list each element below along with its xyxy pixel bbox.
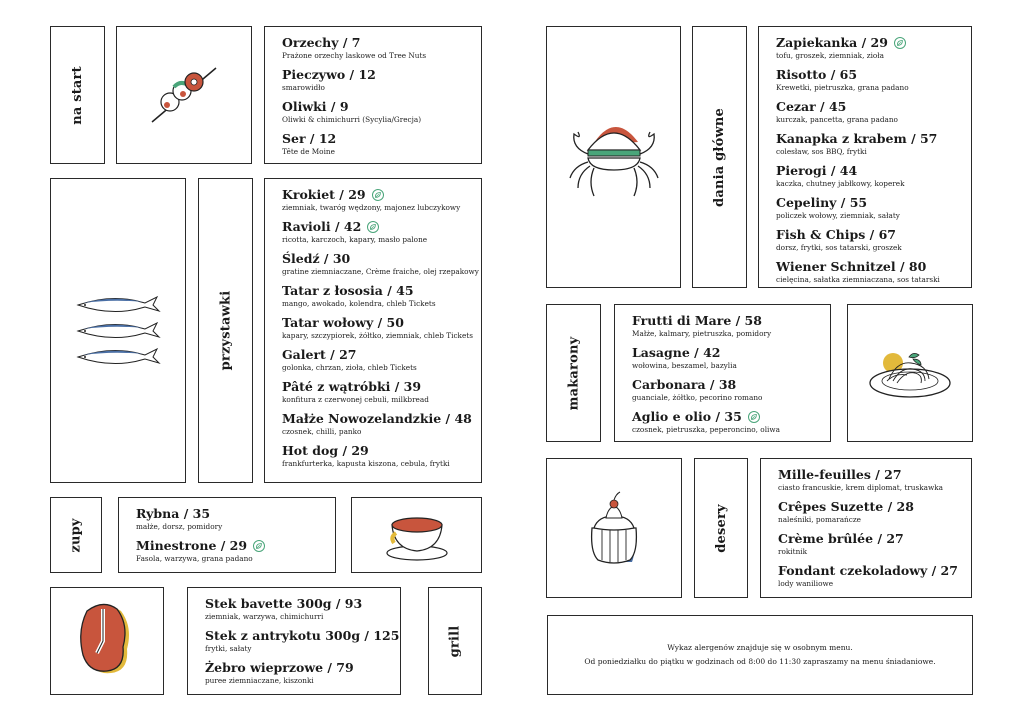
dish-description: lody waniliowe	[778, 579, 834, 588]
dish-name	[282, 443, 471, 459]
section-title: przystawki	[218, 290, 234, 371]
dish-name	[205, 660, 390, 676]
menu-item	[632, 409, 820, 435]
leaf-icon	[253, 540, 265, 552]
dish-name	[282, 379, 471, 395]
menu-item	[776, 67, 961, 93]
dish-description: puree ziemniaczane, kiszonki	[205, 676, 314, 685]
dish-name	[776, 99, 961, 115]
menu-item	[776, 227, 961, 253]
dish-name	[632, 313, 820, 329]
dish-name	[136, 538, 325, 554]
dania-glowne-menu	[758, 26, 972, 288]
dish-description: ziemniak, warzywa, chimichurri	[205, 612, 324, 621]
dish-name-text: Cepeliny / 55	[776, 195, 868, 210]
section-label-dania-glowne	[692, 26, 747, 288]
menu-item	[282, 35, 471, 61]
dish-name	[776, 67, 961, 83]
dish-name	[136, 506, 325, 522]
menu-item	[205, 660, 390, 686]
menu-item	[778, 467, 961, 493]
dish-description: mango, awokado, kolendra, chleb Tickets	[282, 299, 436, 308]
dish-name	[282, 187, 471, 203]
olive-skewer-icon	[144, 60, 224, 130]
menu-item	[282, 411, 471, 437]
na-start-menu	[264, 26, 482, 164]
steak-illustration	[50, 587, 164, 695]
dish-description: policzek wołowy, ziemniak, sałaty	[776, 211, 900, 220]
menu-item	[205, 596, 390, 622]
dish-name-text: Ser / 12	[282, 131, 337, 146]
dish-description: czosnek, pietruszka, peperoncino, oliwa	[632, 425, 780, 434]
dish-description: konfitura z czerwonej cebuli, milkbread	[282, 395, 429, 404]
olives-illustration	[116, 26, 252, 164]
dish-description: małże, dorsz, pomidory	[136, 522, 223, 531]
menu-item	[282, 67, 471, 93]
dish-name	[778, 563, 961, 579]
dish-name	[282, 347, 471, 363]
dish-name	[282, 67, 471, 83]
dish-name-text: Krokiet / 29	[282, 187, 366, 202]
t-bone-steak-icon	[77, 601, 137, 681]
dish-description: golonka, chrzan, zioła, chleb Tickets	[282, 363, 417, 372]
dish-description: kaczka, chutney jabłkowy, koperek	[776, 179, 905, 188]
section-title: grill	[447, 625, 463, 657]
breakfast-note: Od poniedziałku do piątku w godzinach od 8:00 do 11:30 zapraszamy na menu śniadaniowe.	[584, 657, 936, 666]
jelly-pudding-icon	[584, 490, 644, 566]
dish-name	[776, 227, 961, 243]
menu-item	[205, 628, 400, 654]
dish-name	[778, 531, 961, 547]
menu-item	[776, 99, 961, 125]
items-grill	[188, 588, 400, 686]
dish-name	[632, 345, 820, 361]
section-label-na-start	[50, 26, 105, 164]
dish-description: smarowidło	[282, 83, 325, 92]
dish-name	[282, 99, 471, 115]
dish-name-text: Śledź / 30	[282, 251, 351, 266]
menu-item	[282, 187, 471, 213]
dish-name	[282, 131, 471, 147]
leaf-icon	[372, 189, 384, 201]
herring-icon	[73, 291, 163, 371]
dish-name-text: Pieczywo / 12	[282, 67, 376, 82]
leaf-icon	[367, 221, 379, 233]
crab-burger-icon	[564, 112, 664, 202]
dish-name-text: Pâté z wątróbki / 39	[282, 379, 422, 394]
menu-item	[282, 347, 471, 373]
dish-description: Tête de Moine	[282, 147, 335, 156]
dish-name	[282, 35, 471, 51]
dish-name-text: Ravioli / 42	[282, 219, 362, 234]
section-title: desery	[713, 503, 729, 553]
menu-item	[136, 538, 325, 564]
dish-name-text: Crêpes Suzette / 28	[778, 499, 914, 514]
menu-item	[632, 377, 820, 403]
dish-name-text: Oliwki / 9	[282, 99, 349, 114]
allergen-note: Wykaz alergenów znajduje się w osobnym menu.	[667, 643, 853, 652]
dish-name-text: Żebro wieprzowe / 79	[205, 660, 354, 675]
dish-name-text: Stek bavette 300g / 93	[205, 596, 363, 611]
items-makarony	[615, 305, 830, 435]
dish-name-text: Zapiekanka / 29	[776, 35, 888, 50]
makarony-menu	[614, 304, 831, 442]
dish-name	[776, 259, 961, 275]
dish-description: kurczak, pancetta, grana padano	[776, 115, 898, 124]
dish-name-text: Pierogi / 44	[776, 163, 858, 178]
dish-description: dorsz, frytki, sos tatarski, groszek	[776, 243, 902, 252]
dessert-illustration	[546, 458, 682, 598]
dish-name	[778, 467, 961, 483]
menu-item	[778, 563, 961, 589]
dish-description: naleśniki, pomarańcze	[778, 515, 861, 524]
dish-name-text: Małże Nowozelandzkie / 48	[282, 411, 472, 426]
menu-item	[778, 531, 961, 557]
dish-name-text: Carbonara / 38	[632, 377, 737, 392]
items-zupy	[119, 498, 335, 564]
dish-name-text: Minestrone / 29	[136, 538, 248, 553]
dish-name	[776, 131, 961, 147]
section-title: dania główne	[712, 107, 727, 207]
menu-item	[282, 251, 479, 277]
dish-name	[776, 195, 961, 211]
dish-description: gratine ziemniaczane, Crème fraiche, olej rzepakowy	[282, 267, 479, 276]
dish-description: ricotta, karczoch, kapary, masło palone	[282, 235, 428, 244]
section-label-grill	[428, 587, 482, 695]
dish-description: Oliwki & chimichurri (Sycylia/Grecja)	[282, 115, 422, 124]
dish-description: Krewetki, pietruszka, grana padano	[776, 83, 909, 92]
menu-item	[282, 379, 471, 405]
menu-item	[282, 219, 471, 245]
dish-name	[205, 628, 400, 644]
dish-description: colesław, sos BBQ, frytki	[776, 147, 867, 156]
dish-description: kapary, szczypiorek, żółtko, ziemniak, chleb Tickets	[282, 331, 473, 340]
dish-name-text: Rybna / 35	[136, 506, 211, 521]
dish-name	[632, 409, 820, 425]
dish-description: tofu, groszek, ziemniak, zioła	[776, 51, 885, 60]
dish-name	[205, 596, 390, 612]
menu-item	[282, 443, 471, 469]
menu-item	[776, 163, 961, 189]
fish-illustration	[50, 178, 186, 483]
section-label-desery	[694, 458, 748, 598]
dish-description: ziemniak, twaróg wędzony, majonez lubczykowy	[282, 203, 461, 212]
items-na-start	[265, 27, 481, 157]
dish-description: czosnek, chilli, panko	[282, 427, 362, 436]
menu-item	[282, 315, 471, 341]
dish-name-text: Galert / 27	[282, 347, 357, 362]
dish-name	[282, 219, 471, 235]
menu-item	[632, 313, 820, 339]
dish-description: wołowina, beszamel, bazylia	[632, 361, 737, 370]
dish-name	[776, 163, 961, 179]
dish-name-text: Kanapka z krabem / 57	[776, 131, 938, 146]
spaghetti-plate-icon	[867, 343, 953, 403]
leaf-icon	[748, 411, 760, 423]
section-title: na start	[70, 65, 86, 125]
dish-description: frytki, sałaty	[205, 644, 252, 653]
section-label-makarony	[546, 304, 601, 442]
dish-description: Małże, kalmary, pietruszka, pomidory	[632, 329, 772, 338]
crab-burger-illustration	[546, 26, 681, 288]
dish-name-text: Orzechy / 7	[282, 35, 361, 50]
dish-description: rokitnik	[778, 547, 808, 556]
przystawki-menu	[264, 178, 482, 483]
info-note	[547, 615, 973, 695]
dish-name-text: Risotto / 65	[776, 67, 858, 82]
spaghetti-illustration	[847, 304, 973, 442]
dish-name-text: Hot dog / 29	[282, 443, 369, 458]
dish-name-text: Stek z antrykotu 300g / 125	[205, 628, 400, 643]
dish-name-text: Mille-feuilles / 27	[778, 467, 902, 482]
dish-name	[778, 499, 961, 515]
leaf-icon	[894, 37, 906, 49]
dish-name-text: Lasagne / 42	[632, 345, 721, 360]
section-label-przystawki	[198, 178, 253, 483]
menu-item	[282, 99, 471, 125]
section-title: makarony	[566, 336, 581, 410]
dish-description: guanciale, żółtko, pecorino romano	[632, 393, 763, 402]
desery-menu	[760, 458, 972, 598]
dish-name	[776, 35, 961, 51]
dish-description: Fasola, warzywa, grana padano	[136, 554, 253, 563]
dish-name-text: Cezar / 45	[776, 99, 847, 114]
soup-bowl-icon	[382, 507, 452, 563]
dish-name-text: Aglio e olio / 35	[632, 409, 742, 424]
grill-menu	[187, 587, 401, 695]
items-przystawki	[265, 179, 481, 469]
section-label-zupy	[50, 497, 102, 573]
dish-name-text: Crème brûlée / 27	[778, 531, 904, 546]
section-title: zupy	[68, 517, 84, 553]
menu-item	[776, 35, 961, 61]
dish-name-text: Wiener Schnitzel / 80	[776, 259, 927, 274]
dish-name	[282, 283, 471, 299]
menu-item	[776, 131, 961, 157]
menu-item	[776, 195, 961, 221]
soup-illustration	[351, 497, 482, 573]
zupy-menu	[118, 497, 336, 573]
dish-name	[282, 251, 471, 267]
menu-item	[282, 283, 471, 309]
menu-item	[778, 499, 961, 525]
dish-description: Prażone orzechy laskowe od Tree Nuts	[282, 51, 427, 60]
dish-name-text: Fondant czekoladowy / 27	[778, 563, 958, 578]
menu-item	[136, 506, 325, 532]
menu-item	[632, 345, 820, 371]
dish-description: cielęcina, sałatka ziemniaczana, sos tatarski	[776, 275, 940, 284]
dish-description: ciasto francuskie, krem diplomat, truskawka	[778, 483, 944, 492]
dish-name	[282, 411, 471, 427]
menu-item	[282, 131, 471, 157]
dish-name-text: Tatar z łososia / 45	[282, 283, 414, 298]
dish-name-text: Tatar wołowy / 50	[282, 315, 404, 330]
dish-name	[282, 315, 471, 331]
items-dania-glowne	[759, 27, 971, 285]
items-desery	[761, 459, 971, 589]
dish-description: frankfurterka, kapusta kiszona, cebula, frytki	[282, 459, 450, 468]
dish-name-text: Fish & Chips / 67	[776, 227, 896, 242]
menu-item	[776, 259, 961, 285]
dish-name-text: Frutti di Mare / 58	[632, 313, 762, 328]
dish-name	[632, 377, 820, 393]
